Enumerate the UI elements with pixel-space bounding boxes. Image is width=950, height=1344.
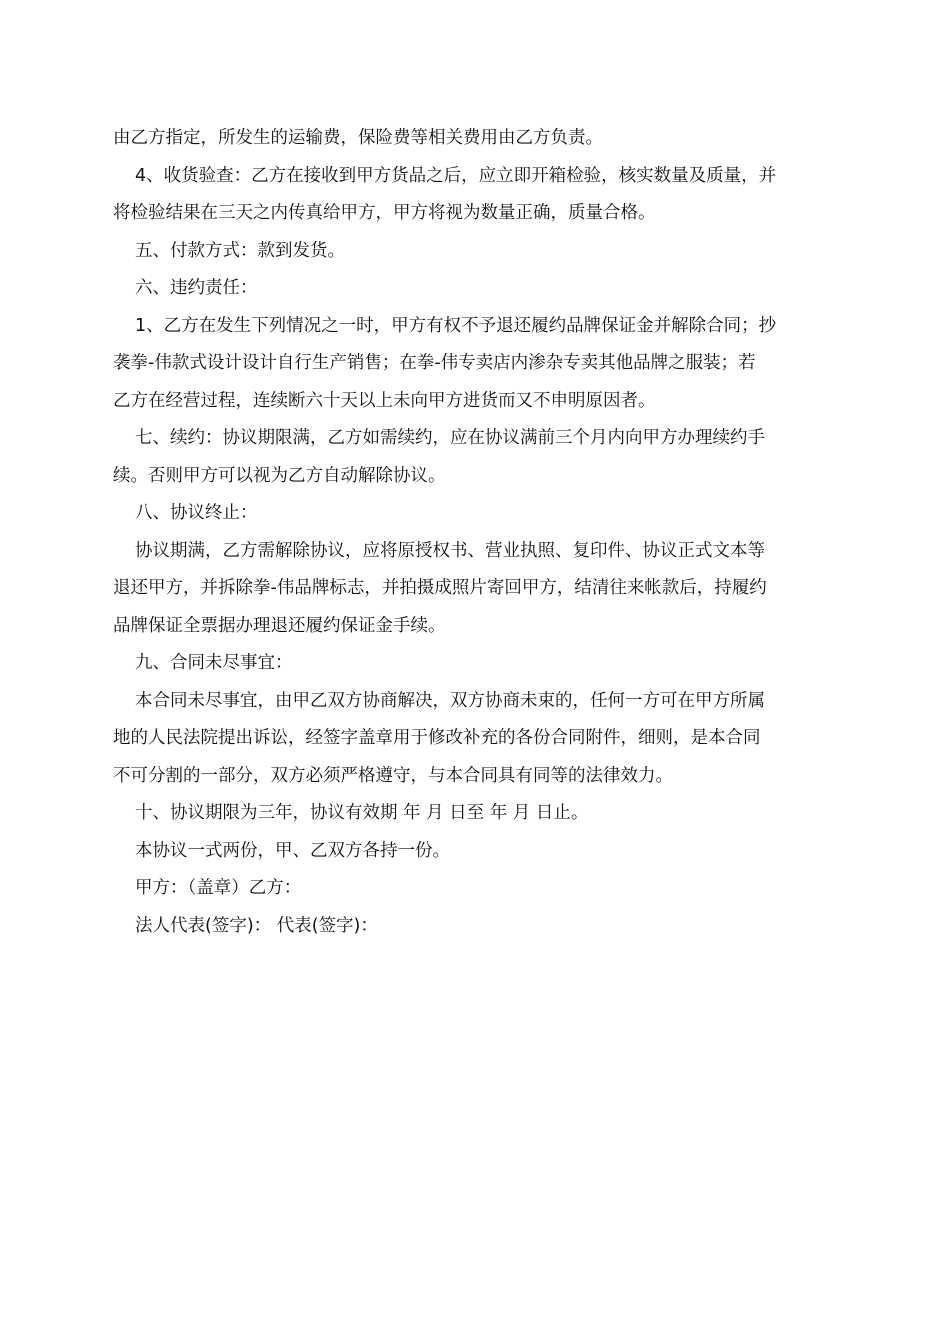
paragraph-line: 不可分割的一部分，双方必须严格遵守，与本合同具有同等的法律效力。 (113, 765, 673, 786)
section-heading: 六、违约责任： (135, 278, 258, 298)
paragraph-line: 4、收货验查：乙方在接收到甲方货品之后，应立即开箱检验，核实数量及质量，并 (135, 165, 777, 186)
paragraph-line: 退还甲方，并拆除拳-伟品牌标志，并拍摄成照片寄回甲方，结清往来帐款后，持履约 (113, 578, 767, 598)
paragraph-line: 地的人民法院提出诉讼，经签字盖章用于修改补充的各份合同附件，细则，是本合同 (113, 728, 761, 748)
section-heading: 九、合同未尽事宜： (135, 653, 293, 673)
paragraph-line: 品牌保证全票据办理退还履约保证金手续。 (113, 615, 446, 636)
paragraph-line: 乙方在经营过程，连续断六十天以上未向甲方进货而又不申明原因者。 (113, 390, 656, 411)
paragraph-line: 袭拳-伟款式设计设计自行生产销售；在拳-伟专卖店内渗杂专卖其他品牌之服装；若 (113, 353, 756, 373)
paragraph-line: 将检验结果在三天之内传真给甲方，甲方将视为数量正确，质量合格。 (113, 203, 656, 223)
paragraph-line: 协议期满，乙方需解除协议，应将原授权书、营业执照、复印件、协议正式文本等 (135, 540, 765, 561)
signature-line-parties: 甲方：（盖章）乙方： (135, 878, 302, 898)
signature-line-representatives: 法人代表(签字)： 代表(签字)： (135, 915, 378, 936)
section-heading: 八、协议终止： (135, 503, 258, 523)
document-body (113, 120, 838, 945)
section-heading: 七、续约：协议期限满，乙方如需续约，应在协议满前三个月内向甲方办理续约手 (135, 428, 765, 448)
section-heading: 十、协议期限为三年，协议有效期 年 月 日至 年 月 日止。 (135, 803, 589, 823)
paragraph-line: 由乙方指定，所发生的运输费，保险费等相关费用由乙方负责。 (113, 128, 603, 148)
paragraph-line: 续。否则甲方可以视为乙方自动解除协议。 (113, 465, 446, 486)
paragraph-line: 本协议一式两份，甲、乙双方各持一份。 (135, 840, 450, 861)
paragraph-line: 1、乙方在发生下列情况之一时，甲方有权不予退还履约品牌保证金并解除合同；抄 (135, 315, 777, 336)
section-heading: 五、付款方式：款到发货。 (135, 240, 345, 261)
paragraph-line: 本合同未尽事宜，由甲乙双方协商解决，双方协商未束的，任何一方可在甲方所属 (135, 690, 765, 711)
